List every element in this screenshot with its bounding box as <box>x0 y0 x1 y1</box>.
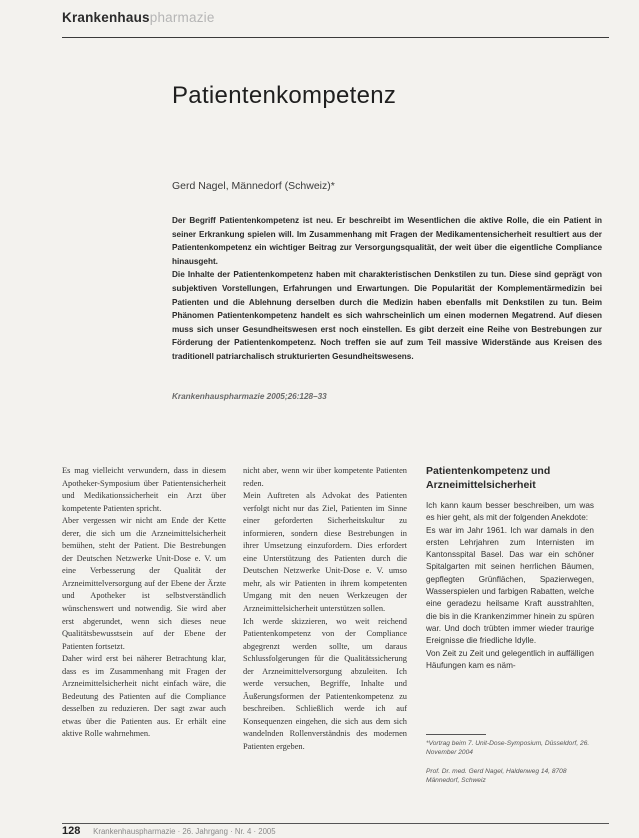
article-citation: Krankenhauspharmazie 2005;26:128–33 <box>172 392 327 401</box>
footnote: *Vortrag beim 7. Unit-Dose-Symposium, Düsseldorf, 26. November 2004 <box>426 740 590 756</box>
body-paragraph: Mein Auftreten als Advokat des Patienten verfolgt nicht nur das Ziel, Patienten im Sinne einer geforderten Sicherheitskultur zu informieren, sondern diese Bestrebungen in ihrer Umsetzung einzufordern. Dies erfordert eine Unterstützung des Patienten durch die Deutschen Netzwerke Unit-Dose e. V. umso mehr, als wir Patienten in ihrem kompetenten Umgang mit den neuen Werkzeugen der Arzneimittelsicherheit unterstützen sollen. <box>243 491 407 614</box>
header-rule <box>62 37 609 38</box>
footer-rule <box>62 823 609 824</box>
page-footer <box>62 825 276 837</box>
section-heading: Patientenkompetenz und Arzneimittelsicherheit <box>426 465 551 491</box>
body-column-3 <box>426 465 594 672</box>
body-paragraph: Ich werde skizzieren, wo weit reichend Patientenkompetenz von der Compliance abgegrenzt werden sollte, um daraus Schlussfolgerungen für die Qualitätssicherung der Arzneimittelversorgung abzuleiten. Ich werde versuchen, Begriffe, Inhalte und Äußerungsformen der Patientenkompetenz zu beschreiben. Schließlich werde ich auf Konsequenzen eingehen, die sich aus dem sich wandelnden Rollenverständnis des modernen Patienten ergeben. <box>243 616 407 752</box>
journal-section-title <box>62 10 215 25</box>
body-paragraph: Aber vergessen wir nicht am Ende der Kette derer, die sich um die Arzneimittelsicherheit bemühen, steht der Patient. Die Bestrebungen der Deutschen Netzwerke Unit-Dose e. V. um eine Verbesserung der Qualität der Arzneimittelversorgung auf der Ebene der Ärzte und Apotheker ist selbstverständlich wünschenswert und notwendig. Sie wird aber erst abgerundet, wenn sich dieses neue Qualitätsbewusstsein auf der Ebene der Patienten fortsetzt. <box>62 516 226 651</box>
section-name-light: pharmazie <box>149 10 215 25</box>
footnote-rule <box>426 734 486 735</box>
section-name-dark: Krankenhaus <box>62 10 150 25</box>
page-number: 128 <box>62 825 81 837</box>
body-paragraph: Es war im Jahr 1961. Ich war damals in den ersten Lehrjahren zum Internisten im Kantonsspital Basel. Das war ein schöner Spitalgarten mit seinen herrlichen Bäumen, gepflegten Grünflächen, Spazierwegen, Wasserspielen und farbigen Rabatten, welche eine geradezu heilsame Kraft ausstrahlten, die bis in die Krankenzimmer hinein zu spüren war. Und doch trübten immer wieder traurige Ereignisse die friedliche Idylle. <box>426 525 594 646</box>
article-title: Patientenkompetenz <box>172 82 397 109</box>
journal-reference: Krankenhauspharmazie · 26. Jahrgang · Nr. 4 · 2005 <box>93 827 276 836</box>
body-column-1 <box>62 465 226 741</box>
author-address: Prof. Dr. med. Gerd Nagel, Haldenweg 14, 8708 Männedorf, Schweiz <box>426 768 567 784</box>
body-column-2 <box>243 465 407 754</box>
body-paragraph: Von Zeit zu Zeit und gelegentlich in auffälligen Häufungen kam es näm- <box>426 648 594 670</box>
body-paragraph: Daher wird erst bei näherer Betrachtung klar, dass es im Zusammenhang mit Fragen der Arzneimittelsicherheit nicht einfach wäre, die Bedeutung des Patienten auf die Compliance desselben zu reduzieren. Der sagt zwar auch etwas über die Patienten aus. Er erhält eine aktive Rolle wahrnehmen. <box>62 654 226 739</box>
page-header <box>0 4 639 38</box>
article-abstract <box>172 214 602 364</box>
abstract-paragraph: Die Inhalte der Patientenkompetenz haben mit charakteristischen Denkstilen zu tun. Diese sind geprägt von subjektiven Vorstellungen, Erfahrungen und Erwartungen. Die Popularität der Komplementärmedizin bei Patienten und die Ablehnung derselben durch die Medizin haben ebenfalls mit Denkstilen zu tun. Beim Phänomen Patientenkompetenz handelt es sich wahrscheinlich um einen modernen Megatrend. Auf diesen muss sich unser Gesundheitswesen erst noch einstellen. Es gibt derzeit eine Reihe von Bestrebungen zur Förderung der Patientenkompetenz. Noch treffen sie auf zum Teil massive Widerstände aus Kreisen des traditionell patriarchalisch strukturierten Gesundheitswesens. <box>172 270 602 361</box>
body-paragraph: nicht aber, wenn wir über kompetente Patienten reden. <box>243 466 407 488</box>
body-paragraph: Ich kann kaum besser beschreiben, um was es hier geht, als mit der folgenden Anekdote: <box>426 501 594 523</box>
article-author: Gerd Nagel, Männedorf (Schweiz)* <box>172 180 335 192</box>
abstract-paragraph: Der Begriff Patientenkompetenz ist neu. Er beschreibt im Wesentlichen die aktive Rolle, die ein Patient in seiner Erkrankung spielen will. Im Zusammenhang mit Fragen der Medikamentensicherheit resultiert aus der Patientenkompetenz ein wichtiger Beitrag zur Versorgungsqualität, der weit über die eigentliche Compliance hinausgeht. <box>172 216 602 266</box>
body-paragraph: Es mag vielleicht verwundern, dass in diesem Apotheker-Symposium über Patientensicherheit und Medikationssicherheit ein Arzt über kompetente Patienten spricht. <box>62 466 226 513</box>
